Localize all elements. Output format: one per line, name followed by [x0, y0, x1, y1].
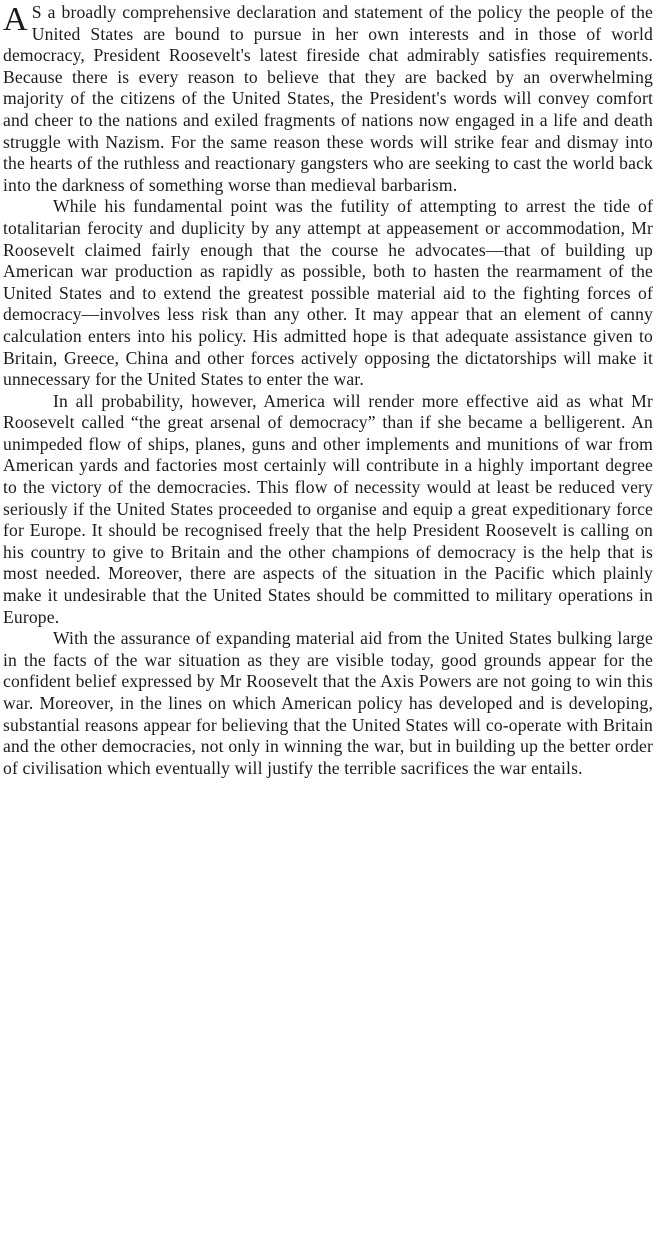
paragraph-3: In all probability, however, America will render more effective aid as what Mr Roosevelt called “the great arsenal of democracy” than if she became a belligerent. An unimpeded flow of ships, planes, guns and other implements and munitions of war from American yards and factories most certainly will contribute in a highly important degree to the victory of the democracies. This flow of necessity would at least be reduced very seriously if the United States proceeded to organise and equip a great expeditionary force for Europe. It should be recognised freely that the help President Roosevelt is calling on his country to give to Britain and the other champions of democracy is the help that is most needed. Moreover, there are aspects of the situation in the Pacific which plainly make it undesirable that the United States should be committed to military operations in Europe.	[3, 390, 653, 627]
paragraph-2: While his fundamental point was the futility of attempting to arrest the tide of totalitarian ferocity and duplicity by any attempt at appeasement or accommodation, Mr Roosevelt claimed fairly enough that the course he advocates—that of building up American war production as rapidly as possible, both to hasten the rearmament of the United States and to extend the greatest possible material aid to the fighting forces of democracy—involves less risk than any other. It may appear that an element of canny calculation enters into his policy. His admitted hope is that adequate assistance given to Britain, Greece, China and other forces actively opposing the dictatorships will make it unnecessary for the United States to enter the war.	[3, 196, 653, 390]
drop-cap-initial: A	[3, 1, 28, 38]
paragraph-1-text: S a broadly comprehensive declaration and statement of the policy the people of the United States are bound to pursue in her own interests and in those of world democracy, President Roosevelt's latest fireside chat admirably satisfies requirements. Because there is every reason to believe that they are backed by an overwhelming majority of the citizens of the United States, the President's words will convey comfort and cheer to the nations and exiled fragments of nations now engaged in a life and death struggle with Nazism. For the same reason these words will strike fear and dismay into the hearts of the ruthless and reactionary gangsters who are seeking to cast the world back into the darkness of something worse than medieval barbarism.	[3, 2, 653, 195]
paragraph-4: With the assurance of expanding material aid from the United States bulking large in the facts of the war situation as they are visible today, good grounds appear for the confident belief expressed by Mr Roosevelt that the Axis Powers are not going to win this war. Moreover, in the lines on which American policy has developed and is developing, substantial reasons appear for believing that the United States will co-operate with Britain and the other democracies, not only in winning the war, but in building up the better order of civilisation which eventually will justify the terrible sacrifices the war entails.	[3, 628, 653, 778]
article-body	[3, 2, 653, 779]
paragraph-1	[3, 2, 653, 196]
